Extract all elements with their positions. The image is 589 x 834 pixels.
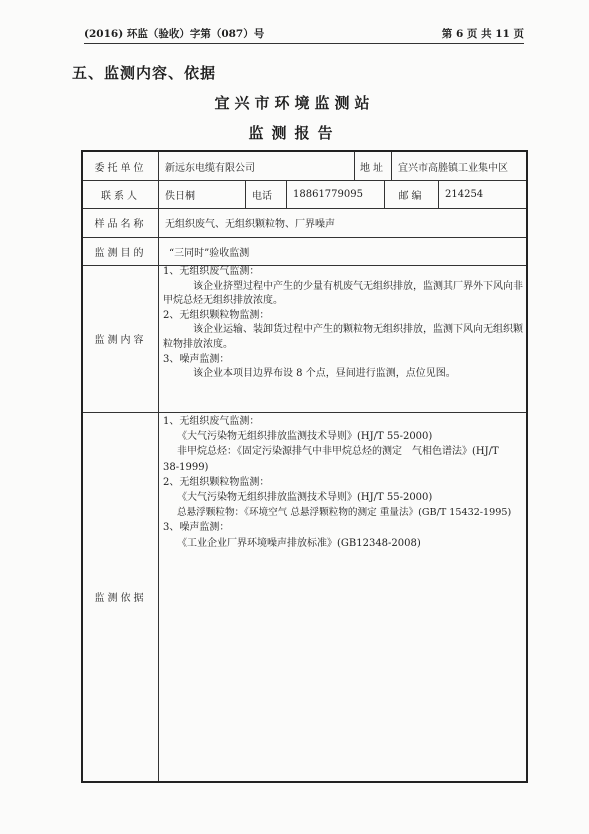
organization-title: 宜兴市环境监测站 [214, 94, 375, 112]
table-row-client [83, 152, 526, 181]
page-number: 第 6 页 共 11 页 [441, 28, 524, 40]
sample-value: 无组织废气、无组织颗粒物、厂界噪声 [165, 219, 335, 230]
client-value: 新远东电缆有限公司 [159, 152, 355, 180]
phone-label: 电话 [246, 180, 287, 208]
address-label: 地址 [355, 152, 392, 180]
basis-line: 总悬浮颗粒物：《环境空气 总悬浮颗粒物的测定 重量法》(GB/T 15432-1995) [177, 507, 512, 519]
basis-line: 《大气污染物无组织排放监测技术导则》(HJ/T 55-2000) [177, 431, 433, 443]
contact-label: 联系人 [83, 180, 159, 208]
postcode-value: 214254 [445, 188, 484, 200]
content-text [163, 265, 523, 382]
content-line: 2、无组织颗粒物监测： [163, 309, 270, 321]
table-row-purpose [83, 237, 526, 266]
basis-line: 非甲烷总烃：《固定污染源排气中非甲烷总烃的测定 气相色谱法》(HJ/T [177, 446, 499, 458]
content-line: 该企业运输、装卸货过程中产生的颗粒物无组织排放，监测下风向无组织颗 [193, 324, 523, 336]
sample-label: 样品名称 [83, 208, 159, 237]
content-line: 粒物排放浓度。 [163, 338, 233, 350]
client-label: 委托单位 [83, 152, 159, 180]
document-number: (2016) 环监（验收）字第（087）号 [84, 28, 265, 40]
section-title: 五、监测内容、依据 [72, 64, 217, 82]
postcode-label: 邮编 [385, 180, 439, 208]
table-row-sample [83, 208, 526, 238]
content-line: 该企业本项目边界布设 8 个点，昼间进行监测，点位见图。 [193, 368, 456, 380]
report-title: 监测报告 [248, 124, 341, 142]
table-row-basis [83, 412, 526, 781]
basis-line: 2、无组织颗粒物监测： [163, 476, 270, 488]
basis-line: 《工业企业厂界环境噪声排放标准》(GB12348-2008) [177, 537, 421, 549]
purpose-label: 监测目的 [83, 237, 159, 265]
content-label: 监测内容 [83, 265, 159, 412]
purpose-value: “三同时”验收监测 [169, 247, 250, 259]
content-line: 3、噪声监测： [163, 353, 230, 365]
report-table [81, 150, 528, 783]
basis-line: 1、无组织废气监测： [163, 416, 260, 427]
basis-label: 监测依据 [83, 412, 159, 781]
contact-value: 佚日桐 [159, 180, 246, 208]
table-row-content [83, 265, 526, 413]
phone-value: 18861779095 [287, 180, 385, 208]
content-line: 甲烷总烃无组织排放浓度。 [163, 295, 283, 307]
table-row-contact [83, 180, 526, 209]
basis-line: 《大气污染物无组织排放监测技术导则》(HJ/T 55-2000) [177, 492, 433, 504]
basis-line: 3、噪声监测： [163, 522, 230, 534]
basis-line: 38-1999) [163, 461, 209, 473]
content-line: 该企业挤塑过程中产生的少量有机废气无组织排放，监测其厂界外下风向非 [193, 280, 523, 292]
address-value: 宜兴市高塍镇工业集中区 [398, 162, 508, 174]
basis-text [163, 414, 523, 551]
header-divider [84, 43, 524, 44]
content-line: 1、无组织废气监测： [163, 266, 260, 277]
